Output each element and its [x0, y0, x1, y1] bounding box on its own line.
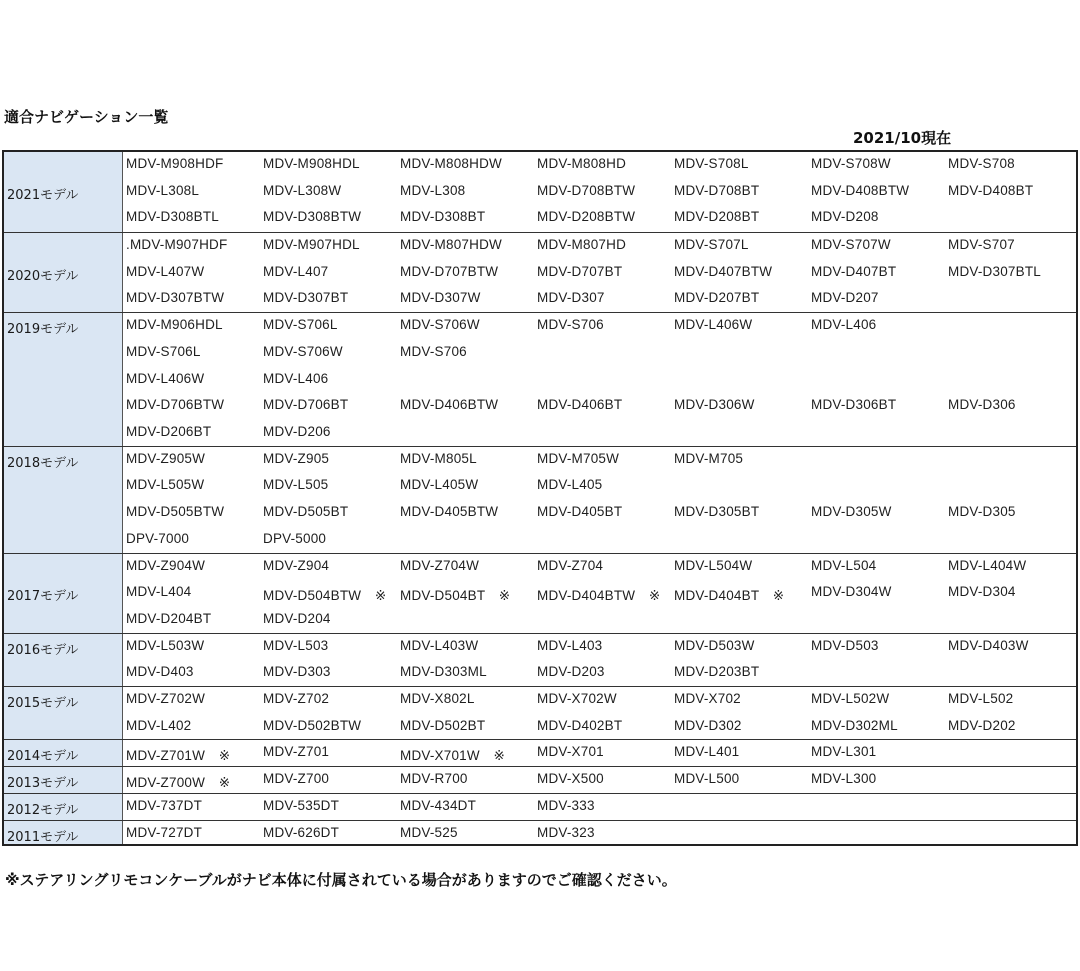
model-cell: MDV-D308BTL: [126, 209, 219, 225]
model-year-label: 2014モデル: [7, 749, 79, 765]
model-year-group: [4, 312, 1076, 447]
model-cell: MDV-D305: [948, 504, 1016, 520]
model-year-group: [4, 739, 1076, 767]
model-cell: MDV-L504: [811, 557, 877, 573]
model-cell: MDV-434DT: [400, 797, 477, 813]
model-cell: MDV-L505: [263, 477, 329, 493]
model-cell: MDV-525: [400, 824, 458, 840]
model-cell: MDV-X500: [537, 771, 604, 787]
model-cell: MDV-D307BT: [263, 290, 349, 306]
model-cell: MDV-L406W: [126, 370, 205, 386]
model-cell: MDV-X702: [674, 691, 741, 706]
model-cell: MDV-M808HD: [537, 156, 627, 171]
model-cell: MDV-L505W: [126, 477, 205, 493]
model-year-label: 2013モデル: [7, 776, 79, 792]
model-cell: MDV-D306BT: [811, 397, 897, 413]
model-cell: MDV-Z700: [263, 771, 330, 787]
model-cell: MDV-S708: [948, 156, 1015, 171]
model-cell: MDV-Z702: [263, 691, 330, 706]
model-year-label: 2015モデル: [7, 696, 79, 711]
model-cell: MDV-D302: [674, 717, 742, 733]
model-cell: MDV-333: [537, 797, 595, 813]
model-cell: MDV-M906HDL: [126, 317, 223, 333]
table-row: [122, 179, 1076, 206]
model-year-group: [4, 446, 1076, 554]
model-cell: MDV-D207BT: [674, 290, 760, 306]
model-cell: MDV-M908HDL: [263, 156, 360, 171]
model-cell: MDV-D308BT: [400, 209, 486, 225]
model-year-label: 2019モデル: [7, 322, 79, 338]
model-year-group: [4, 232, 1076, 313]
model-cell: MDV-D402BT: [537, 717, 623, 733]
model-cell: .MDV-M907HDF: [126, 237, 228, 253]
model-year-label: 2021モデル: [7, 187, 79, 203]
model-cell: MDV-L502: [948, 691, 1014, 706]
table-row: [122, 687, 1076, 714]
model-cell: MDV-D405BTW: [400, 504, 499, 520]
model-cell: MDV-Z905W: [126, 450, 206, 466]
model-cell: MDV-X802L: [400, 691, 475, 706]
model-cell: MDV-D305W: [811, 504, 892, 520]
model-year-label: 2016モデル: [7, 642, 79, 658]
model-cell: MDV-D208: [811, 209, 879, 225]
model-cell: MDV-X701: [537, 744, 604, 760]
model-cell: MDV-L406: [263, 370, 329, 386]
model-year-label: 2018モデル: [7, 455, 79, 471]
model-year-label: 2011モデル: [7, 829, 79, 845]
model-cell: MDV-S706: [537, 317, 604, 333]
model-year-label: 2012モデル: [7, 802, 79, 818]
model-cell: MDV-D407BTW: [674, 263, 773, 279]
model-cell: MDV-D307BTL: [948, 263, 1041, 279]
model-cell: MDV-M807HD: [537, 237, 627, 253]
model-cell: MDV-L403: [537, 637, 603, 653]
model-cell: MDV-D706BT: [263, 397, 349, 413]
model-cell: MDV-M808HDW: [400, 156, 502, 171]
table-row: [122, 473, 1076, 500]
model-year-group: [4, 686, 1076, 740]
model-cell: MDV-D306: [948, 397, 1016, 413]
table-row: [122, 152, 1076, 179]
model-cell: MDV-D707BT: [537, 263, 623, 279]
model-cell: MDV-L403W: [400, 637, 479, 653]
model-cell: MDV-D708BTW: [537, 182, 636, 198]
page-title: 適合ナビゲーション一覧: [4, 108, 169, 126]
model-cell: MDV-D406BT: [537, 397, 623, 413]
table-row: [122, 794, 1076, 821]
model-cell: MDV-R700: [400, 771, 468, 787]
model-cell: MDV-Z904W: [126, 557, 206, 573]
model-cell: MDV-D206: [263, 423, 331, 439]
model-cell: MDV-X701W ※: [400, 748, 506, 764]
model-cell: MDV-D404BT ※: [674, 588, 785, 604]
model-year-label: 2020モデル: [7, 268, 79, 284]
table-row: [122, 527, 1076, 554]
table-row: [122, 634, 1076, 661]
model-cell: MDV-727DT: [126, 824, 203, 840]
model-cell: MDV-D405BT: [537, 504, 623, 520]
model-cell: MDV-D306W: [674, 397, 755, 413]
model-cell: MDV-X702W: [537, 691, 617, 706]
model-cell: MDV-M807HDW: [400, 237, 502, 253]
model-cell: MDV-D307W: [400, 290, 481, 306]
model-cell: MDV-L308W: [263, 182, 342, 198]
model-cell: MDV-Z702W: [126, 691, 206, 706]
model-cell: MDV-L402: [126, 717, 192, 733]
table-row: [122, 313, 1076, 340]
model-cell: MDV-D308BTW: [263, 209, 362, 225]
table-row: [122, 340, 1076, 367]
table-row: [122, 260, 1076, 287]
model-cell: MDV-D504BT ※: [400, 588, 511, 604]
model-cell: MDV-D203: [537, 664, 605, 680]
model-cell: MDV-L407W: [126, 263, 205, 279]
model-cell: MDV-D407BT: [811, 263, 897, 279]
model-cell: MDV-D202: [948, 717, 1016, 733]
model-year-group: [4, 820, 1076, 848]
model-cell: MDV-S706: [400, 343, 467, 359]
model-cell: MDV-L308L: [126, 182, 200, 198]
model-cell: DPV-7000: [126, 530, 190, 546]
model-cell: MDV-D305BT: [674, 504, 760, 520]
model-cell: MDV-M805L: [400, 450, 477, 466]
model-cell: MDV-S706L: [263, 317, 338, 333]
model-cell: MDV-D505BT: [263, 504, 349, 520]
model-cell: MDV-L401: [674, 744, 740, 760]
model-cell: MDV-D408BTW: [811, 182, 910, 198]
model-cell: MDV-D706BTW: [126, 397, 225, 413]
table-row: [122, 714, 1076, 741]
table-row: [122, 580, 1076, 607]
model-cell: MDV-M705: [674, 450, 744, 466]
model-cell: MDV-D303ML: [400, 664, 487, 680]
model-cell: MDV-L301: [811, 744, 877, 760]
model-cell: MDV-Z701: [263, 744, 330, 760]
model-cell: DPV-5000: [263, 530, 327, 546]
model-cell: MDV-535DT: [263, 797, 340, 813]
model-cell: MDV-D502BT: [400, 717, 486, 733]
model-cell: MDV-D203BT: [674, 664, 760, 680]
table-row: [122, 286, 1076, 313]
model-cell: MDV-L406: [811, 317, 877, 333]
table-row: [122, 607, 1076, 634]
model-cell: MDV-D708BT: [674, 182, 760, 198]
model-cell: MDV-D304: [948, 584, 1016, 600]
model-cell: MDV-L503W: [126, 637, 205, 653]
table-row: [122, 500, 1076, 527]
model-cell: MDV-D304W: [811, 584, 892, 600]
model-cell: MDV-D204BT: [126, 610, 212, 626]
model-cell: MDV-D503W: [674, 637, 755, 653]
table-row: [122, 660, 1076, 687]
model-year-group: [4, 152, 1076, 232]
model-cell: MDV-D406BTW: [400, 397, 499, 413]
compatibility-table: [2, 150, 1078, 846]
model-cell: MDV-D707BTW: [400, 263, 499, 279]
model-cell: MDV-D303: [263, 664, 331, 680]
model-cell: MDV-Z700W ※: [126, 775, 231, 791]
model-cell: MDV-L503: [263, 637, 329, 653]
table-row: [122, 233, 1076, 260]
model-cell: MDV-Z701W ※: [126, 748, 231, 764]
model-cell: MDV-L406W: [674, 317, 753, 333]
model-cell: MDV-Z905: [263, 450, 330, 466]
model-cell: MDV-D206BT: [126, 423, 212, 439]
model-cell: MDV-D208BT: [674, 209, 760, 225]
table-row: [122, 205, 1076, 232]
model-cell: MDV-L405W: [400, 477, 479, 493]
model-cell: MDV-Z904: [263, 557, 330, 573]
model-cell: MDV-L300: [811, 771, 877, 787]
model-cell: MDV-L404: [126, 584, 192, 600]
table-row: [122, 393, 1076, 420]
model-cell: MDV-L308: [400, 182, 466, 198]
table-row: [122, 554, 1076, 581]
model-cell: MDV-S706L: [126, 343, 201, 359]
model-cell: MDV-L504W: [674, 557, 753, 573]
model-cell: MDV-Z704: [537, 557, 604, 573]
model-cell: MDV-L502W: [811, 691, 890, 706]
model-cell: MDV-737DT: [126, 797, 203, 813]
model-cell: MDV-D502BTW: [263, 717, 362, 733]
model-cell: MDV-M908HDF: [126, 156, 224, 171]
model-cell: MDV-D204: [263, 610, 331, 626]
model-cell: MDV-626DT: [263, 824, 340, 840]
model-cell: MDV-S706W: [263, 343, 343, 359]
model-year-group: [4, 766, 1076, 794]
model-cell: MDV-D208BTW: [537, 209, 636, 225]
model-cell: MDV-D207: [811, 290, 879, 306]
model-cell: MDV-D307: [537, 290, 605, 306]
model-cell: MDV-D404BTW ※: [537, 588, 661, 604]
model-cell: MDV-D504BTW ※: [263, 588, 387, 604]
model-cell: MDV-D408BT: [948, 182, 1034, 198]
model-cell: MDV-S707W: [811, 237, 891, 253]
table-row: [122, 367, 1076, 394]
model-cell: MDV-D503: [811, 637, 879, 653]
model-year-group: [4, 793, 1076, 821]
model-cell: MDV-323: [537, 824, 595, 840]
model-cell: MDV-S706W: [400, 317, 480, 333]
model-cell: MDV-L500: [674, 771, 740, 787]
table-row: [122, 767, 1076, 794]
model-cell: MDV-L407: [263, 263, 329, 279]
model-cell: MDV-S707L: [674, 237, 749, 253]
model-cell: MDV-M705W: [537, 450, 620, 466]
model-cell: MDV-Z704W: [400, 557, 480, 573]
model-cell: MDV-L405: [537, 477, 603, 493]
model-cell: MDV-S707: [948, 237, 1015, 253]
footnote: ※ステアリングリモコンケーブルがナビ本体に付属されている場合がありますのでご確認ください。: [5, 871, 677, 889]
as-of-date: 2021/10現在: [853, 129, 952, 147]
model-year-label: 2017モデル: [7, 589, 79, 605]
table-row: [122, 420, 1076, 447]
model-cell: MDV-D403: [126, 664, 194, 680]
model-cell: MDV-D505BTW: [126, 504, 225, 520]
model-cell: MDV-D302ML: [811, 717, 898, 733]
model-year-group: [4, 633, 1076, 687]
model-cell: MDV-S708W: [811, 156, 891, 171]
model-cell: MDV-D403W: [948, 637, 1029, 653]
model-year-group: [4, 553, 1076, 634]
model-cell: MDV-S708L: [674, 156, 749, 171]
model-cell: MDV-D307BTW: [126, 290, 225, 306]
model-cell: MDV-M907HDL: [263, 237, 360, 253]
table-row: [122, 740, 1076, 767]
table-row: [122, 447, 1076, 474]
model-cell: MDV-L404W: [948, 557, 1027, 573]
table-row: [122, 821, 1076, 848]
